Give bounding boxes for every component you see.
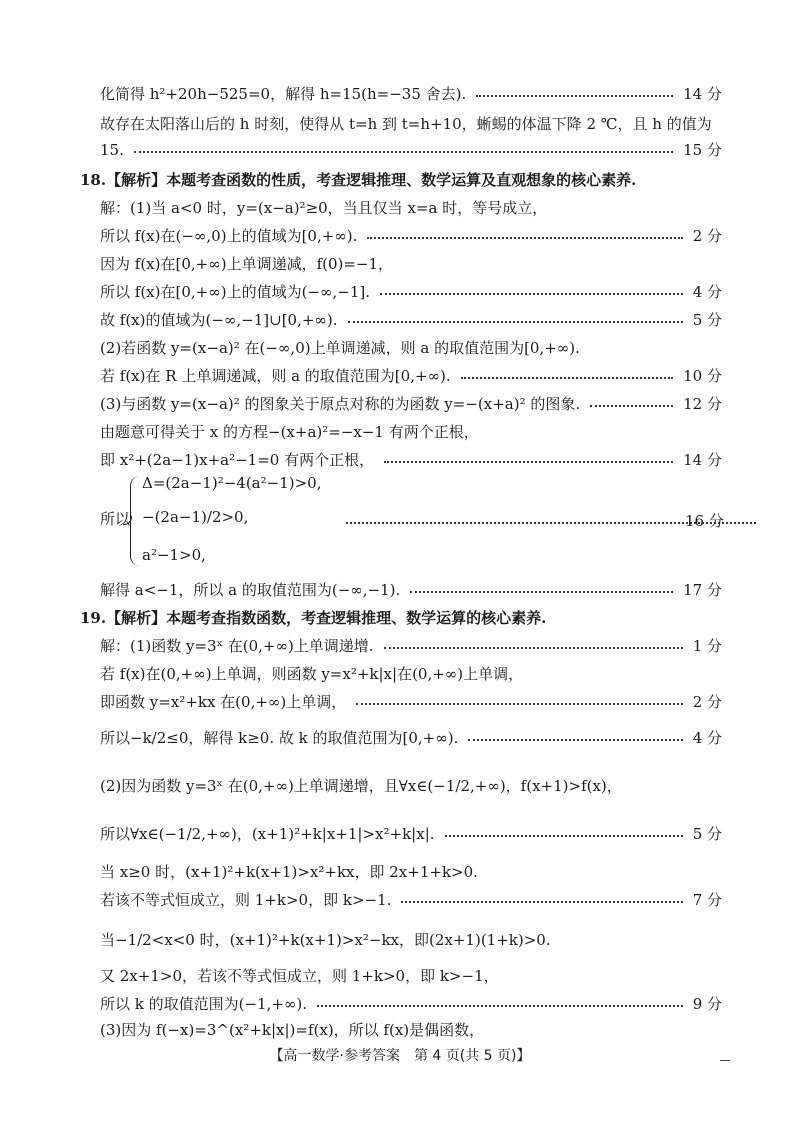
text-line: 所以 k 的取值范围为(−1,+∞). 9 分 — [100, 990, 722, 1018]
question-heading: 18.【解析】本题考查函数的性质，考查逻辑推理、数学运算及直观想象的核心素养. — [80, 171, 637, 189]
dot-leader — [384, 461, 673, 463]
text-line: 所以∀x∈(−1/2,+∞)，(x+1)²+k|x+1|>x²+k|x|. 5 分 — [100, 820, 722, 848]
text-line: 当 x≥0 时，(x+1)²+k(x+1)>x²+kx，即 2x+1+k>0. — [100, 863, 478, 881]
text-line: 化简得 h²+20h−525=0，解得 h=15(h=−35 舍去). 14 分 — [100, 80, 722, 108]
score-label: 12 分 — [683, 395, 722, 413]
score-label: 17 分 — [683, 581, 722, 599]
dot-leader — [590, 405, 673, 407]
text-line: 解：(1)当 a<0 时，y=(x−a)²≥0，当且仅当 x=a 时，等号成立， — [100, 199, 548, 217]
dot-leader — [348, 321, 683, 323]
system-prefix: 所以 — [100, 510, 131, 528]
score-label: 14 分 — [683, 451, 722, 469]
score-label: 4 分 — [692, 729, 722, 747]
text-line: 解得 a<−1，所以 a 的取值范围为(−∞,−1). 17 分 — [100, 576, 722, 604]
inequality-system — [100, 472, 740, 572]
page-footer: 【高一数学·参考答案 第 4 页(共 5 页)】 — [269, 1048, 531, 1064]
dot-leader — [468, 739, 682, 741]
text-line: 15. 15 分 — [100, 136, 722, 164]
dot-leader — [384, 647, 683, 649]
dot-leader — [476, 95, 673, 97]
text-line: 若 f(x)在(0,+∞)上单调，则函数 y=x²+k|x|在(0,+∞)上单调， — [100, 665, 524, 683]
score-label: 1 分 — [692, 637, 722, 655]
dot-leader — [461, 377, 673, 379]
system-row: Δ=(2a−1)²−4(a²−1)>0, — [142, 474, 322, 492]
text-line: (2)若函数 y=(x−a)² 在(−∞,0)上单调递减，则 a 的取值范围为[0,+∞). — [100, 339, 580, 357]
text-line: 所以 f(x)在[0,+∞)上的值域为(−∞,−1]. 4 分 — [100, 278, 722, 306]
text-line: (3)与函数 y=(x−a)² 的图象关于原点对称的为函数 y=−(x+a)² 的图象. 12 分 — [100, 390, 722, 418]
score-label: 15 分 — [683, 141, 722, 159]
corner-mark — [720, 1060, 730, 1061]
dot-leader — [410, 591, 673, 593]
score-label: 2 分 — [692, 227, 722, 245]
score-label: 10 分 — [683, 367, 722, 385]
score-label: 4 分 — [692, 283, 722, 301]
system-row: −(2a−1)/2>0, — [142, 508, 249, 526]
score-label: 5 分 — [692, 311, 722, 329]
text-line: 所以−k/2≤0，解得 k≥0. 故 k 的取值范围为[0,+∞). 4 分 — [100, 724, 722, 752]
left-brace — [130, 476, 141, 566]
text-line: 若该不等式恒成立，则 1+k>0，即 k>−1. 7 分 — [100, 886, 722, 914]
text-line: 即 x²+(2a−1)x+a²−1=0 有两个正根， 14 分 — [100, 446, 722, 474]
text-line: 当−1/2<x<0 时，(x+1)²+k(x+1)>x²−kx，即(2x+1)(1+k)>0. — [100, 931, 551, 949]
dot-leader — [134, 151, 673, 153]
score-label: 5 分 — [692, 825, 722, 843]
score-label: 9 分 — [692, 995, 722, 1013]
dot-leader — [356, 703, 682, 705]
text-line: 故存在太阳落山后的 h 时刻，使得从 t=h 到 t=h+10，蜥蜴的体温下降 2 ℃，且 h 的值为 — [100, 115, 712, 133]
text-line: 所以 f(x)在(−∞,0)上的值域为[0,+∞). 2 分 — [100, 222, 722, 250]
text-line: 因为 f(x)在[0,+∞)上单调递减，f(0)=−1， — [100, 255, 394, 273]
text-line: 又 2x+1>0，若该不等式恒成立，则 1+k>0，即 k>−1， — [100, 967, 499, 985]
dot-leader — [445, 835, 683, 837]
text-line: 即函数 y=x²+kx 在(0,+∞)上单调， 2 分 — [100, 688, 722, 716]
system-row: a²−1>0, — [142, 546, 206, 564]
dot-leader — [317, 1005, 683, 1007]
dot-leader — [367, 237, 682, 239]
text-line: 解：(1)函数 y=3ˣ 在(0,+∞)上单调递增. 1 分 — [100, 632, 722, 660]
text-line: 故 f(x)的值域为(−∞,−1]∪[0,+∞). 5 分 — [100, 306, 722, 334]
question-heading: 19.【解析】本题考查指数函数，考查逻辑推理、数学运算的核心素养. — [80, 609, 547, 627]
text-line: (2)因为函数 y=3ˣ 在(0,+∞)上单调递增，且∀x∈(−1/2,+∞)，f(x+1)>f(x)， — [100, 777, 622, 795]
dot-leader — [401, 901, 682, 903]
score-label: 16 分 — [685, 512, 724, 530]
score-label: 7 分 — [692, 891, 722, 909]
score-label: 2 分 — [692, 693, 722, 711]
score-label: 14 分 — [683, 85, 722, 103]
dot-leader — [380, 293, 683, 295]
text-line: 由题意可得关于 x 的方程−(x+a)²=−x−1 有两个正根， — [100, 423, 479, 441]
text-line: (3)因为 f(−x)=3^(x²+k|x|)=f(x)，所以 f(x)是偶函数， — [100, 1021, 485, 1039]
text-line: 若 f(x)在 R 上单调递减，则 a 的取值范围为[0,+∞). 10 分 — [100, 362, 722, 390]
